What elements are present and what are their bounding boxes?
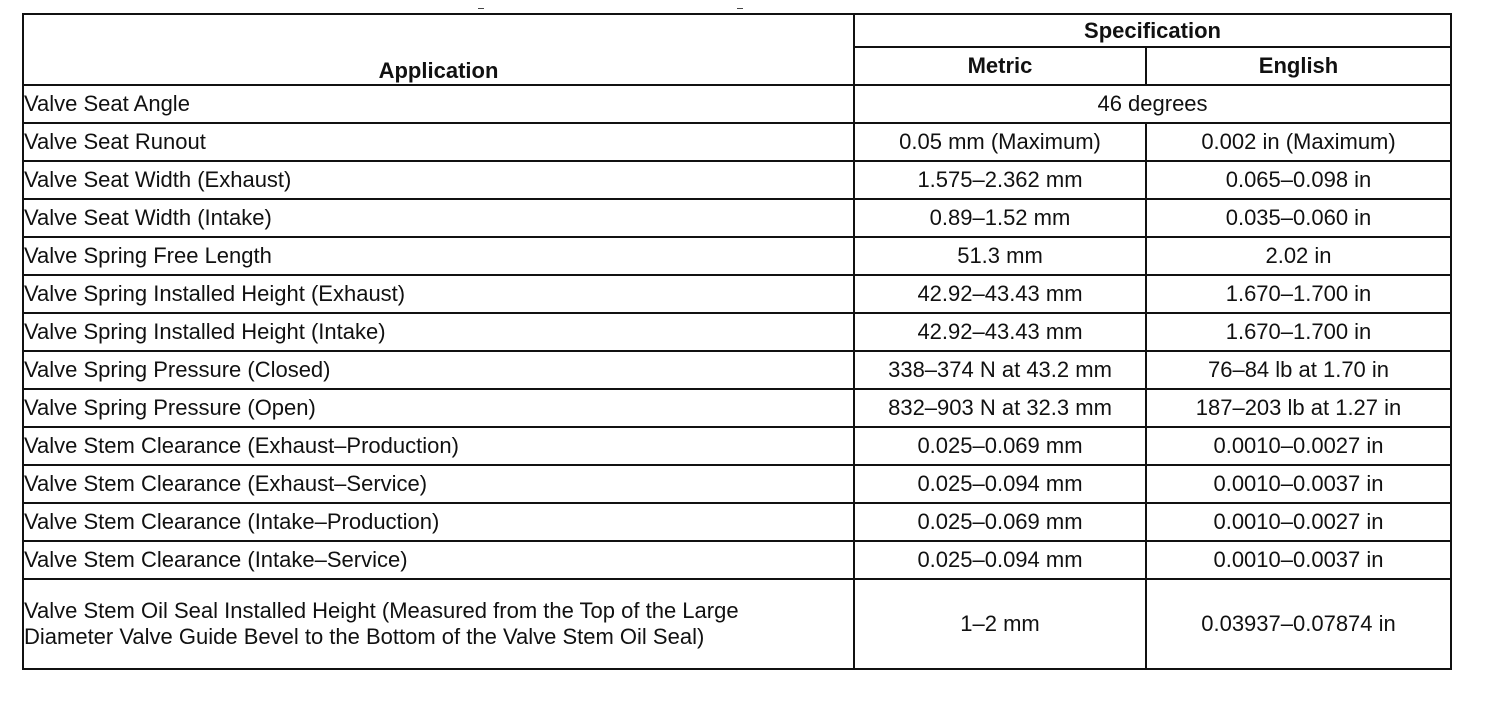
application-cell: Valve Stem Clearance (Exhaust–Service)	[23, 465, 854, 503]
application-cell: Valve Seat Runout	[23, 123, 854, 161]
table-row	[23, 85, 1451, 123]
english-cell: 0.0010–0.0027 in	[1146, 503, 1451, 541]
english-cell: 0.03937–0.07874 in	[1146, 579, 1451, 669]
application-cell: Valve Seat Width (Exhaust)	[23, 161, 854, 199]
spec-merged-cell: 46 degrees	[854, 85, 1451, 123]
table-row	[23, 275, 1451, 313]
metric-cell: 42.92–43.43 mm	[854, 275, 1146, 313]
english-cell: 0.0010–0.0037 in	[1146, 465, 1451, 503]
application-cell: Valve Seat Angle	[23, 85, 854, 123]
table-row	[23, 427, 1451, 465]
table-row	[23, 503, 1451, 541]
application-cell: Valve Spring Installed Height (Exhaust)	[23, 275, 854, 313]
metric-cell: 0.025–0.094 mm	[854, 465, 1146, 503]
metric-cell: 0.025–0.094 mm	[854, 541, 1146, 579]
application-cell: Valve Spring Free Length	[23, 237, 854, 275]
english-cell: 76–84 lb at 1.70 in	[1146, 351, 1451, 389]
metric-cell: 338–374 N at 43.2 mm	[854, 351, 1146, 389]
scan-mark	[737, 8, 743, 9]
english-cell: 0.0010–0.0037 in	[1146, 541, 1451, 579]
table-row	[23, 389, 1451, 427]
application-cell: Valve Spring Pressure (Open)	[23, 389, 854, 427]
header-metric: Metric	[854, 47, 1146, 85]
english-cell: 1.670–1.700 in	[1146, 313, 1451, 351]
application-cell: Valve Seat Width (Intake)	[23, 199, 854, 237]
table-row	[23, 161, 1451, 199]
application-cell: Valve Stem Clearance (Intake–Production)	[23, 503, 854, 541]
table-row	[23, 351, 1451, 389]
english-cell: 0.035–0.060 in	[1146, 199, 1451, 237]
metric-cell: 1–2 mm	[854, 579, 1146, 669]
english-cell: 0.0010–0.0027 in	[1146, 427, 1451, 465]
application-cell: Valve Stem Clearance (Exhaust–Production)	[23, 427, 854, 465]
application-cell: Valve Spring Pressure (Closed)	[23, 351, 854, 389]
metric-cell: 832–903 N at 32.3 mm	[854, 389, 1146, 427]
metric-cell: 0.05 mm (Maximum)	[854, 123, 1146, 161]
application-cell: Valve Spring Installed Height (Intake)	[23, 313, 854, 351]
table-body	[23, 85, 1451, 669]
table-row	[23, 237, 1451, 275]
english-cell: 0.002 in (Maximum)	[1146, 123, 1451, 161]
metric-cell: 0.025–0.069 mm	[854, 503, 1146, 541]
header-application: Application	[23, 14, 854, 85]
english-cell: 187–203 lb at 1.27 in	[1146, 389, 1451, 427]
metric-cell: 1.575–2.362 mm	[854, 161, 1146, 199]
table-header	[23, 14, 1451, 85]
valve-specification-table	[22, 13, 1452, 670]
table-row	[23, 541, 1451, 579]
table-row	[23, 123, 1451, 161]
english-cell: 0.065–0.098 in	[1146, 161, 1451, 199]
metric-cell: 42.92–43.43 mm	[854, 313, 1146, 351]
table-row	[23, 199, 1451, 237]
table-row	[23, 579, 1451, 669]
table-row	[23, 313, 1451, 351]
metric-cell: 0.89–1.52 mm	[854, 199, 1146, 237]
application-cell: Valve Stem Oil Seal Installed Height (Measured from the Top of the Large Diameter Valve Guide Bevel to the Bottom of the Valve Stem Oil Seal)	[23, 579, 854, 669]
english-cell: 2.02 in	[1146, 237, 1451, 275]
table-row	[23, 465, 1451, 503]
header-english: English	[1146, 47, 1451, 85]
metric-cell: 51.3 mm	[854, 237, 1146, 275]
english-cell: 1.670–1.700 in	[1146, 275, 1451, 313]
header-specification: Specification	[854, 14, 1451, 47]
metric-cell: 0.025–0.069 mm	[854, 427, 1146, 465]
application-cell: Valve Stem Clearance (Intake–Service)	[23, 541, 854, 579]
scan-mark	[478, 8, 484, 9]
